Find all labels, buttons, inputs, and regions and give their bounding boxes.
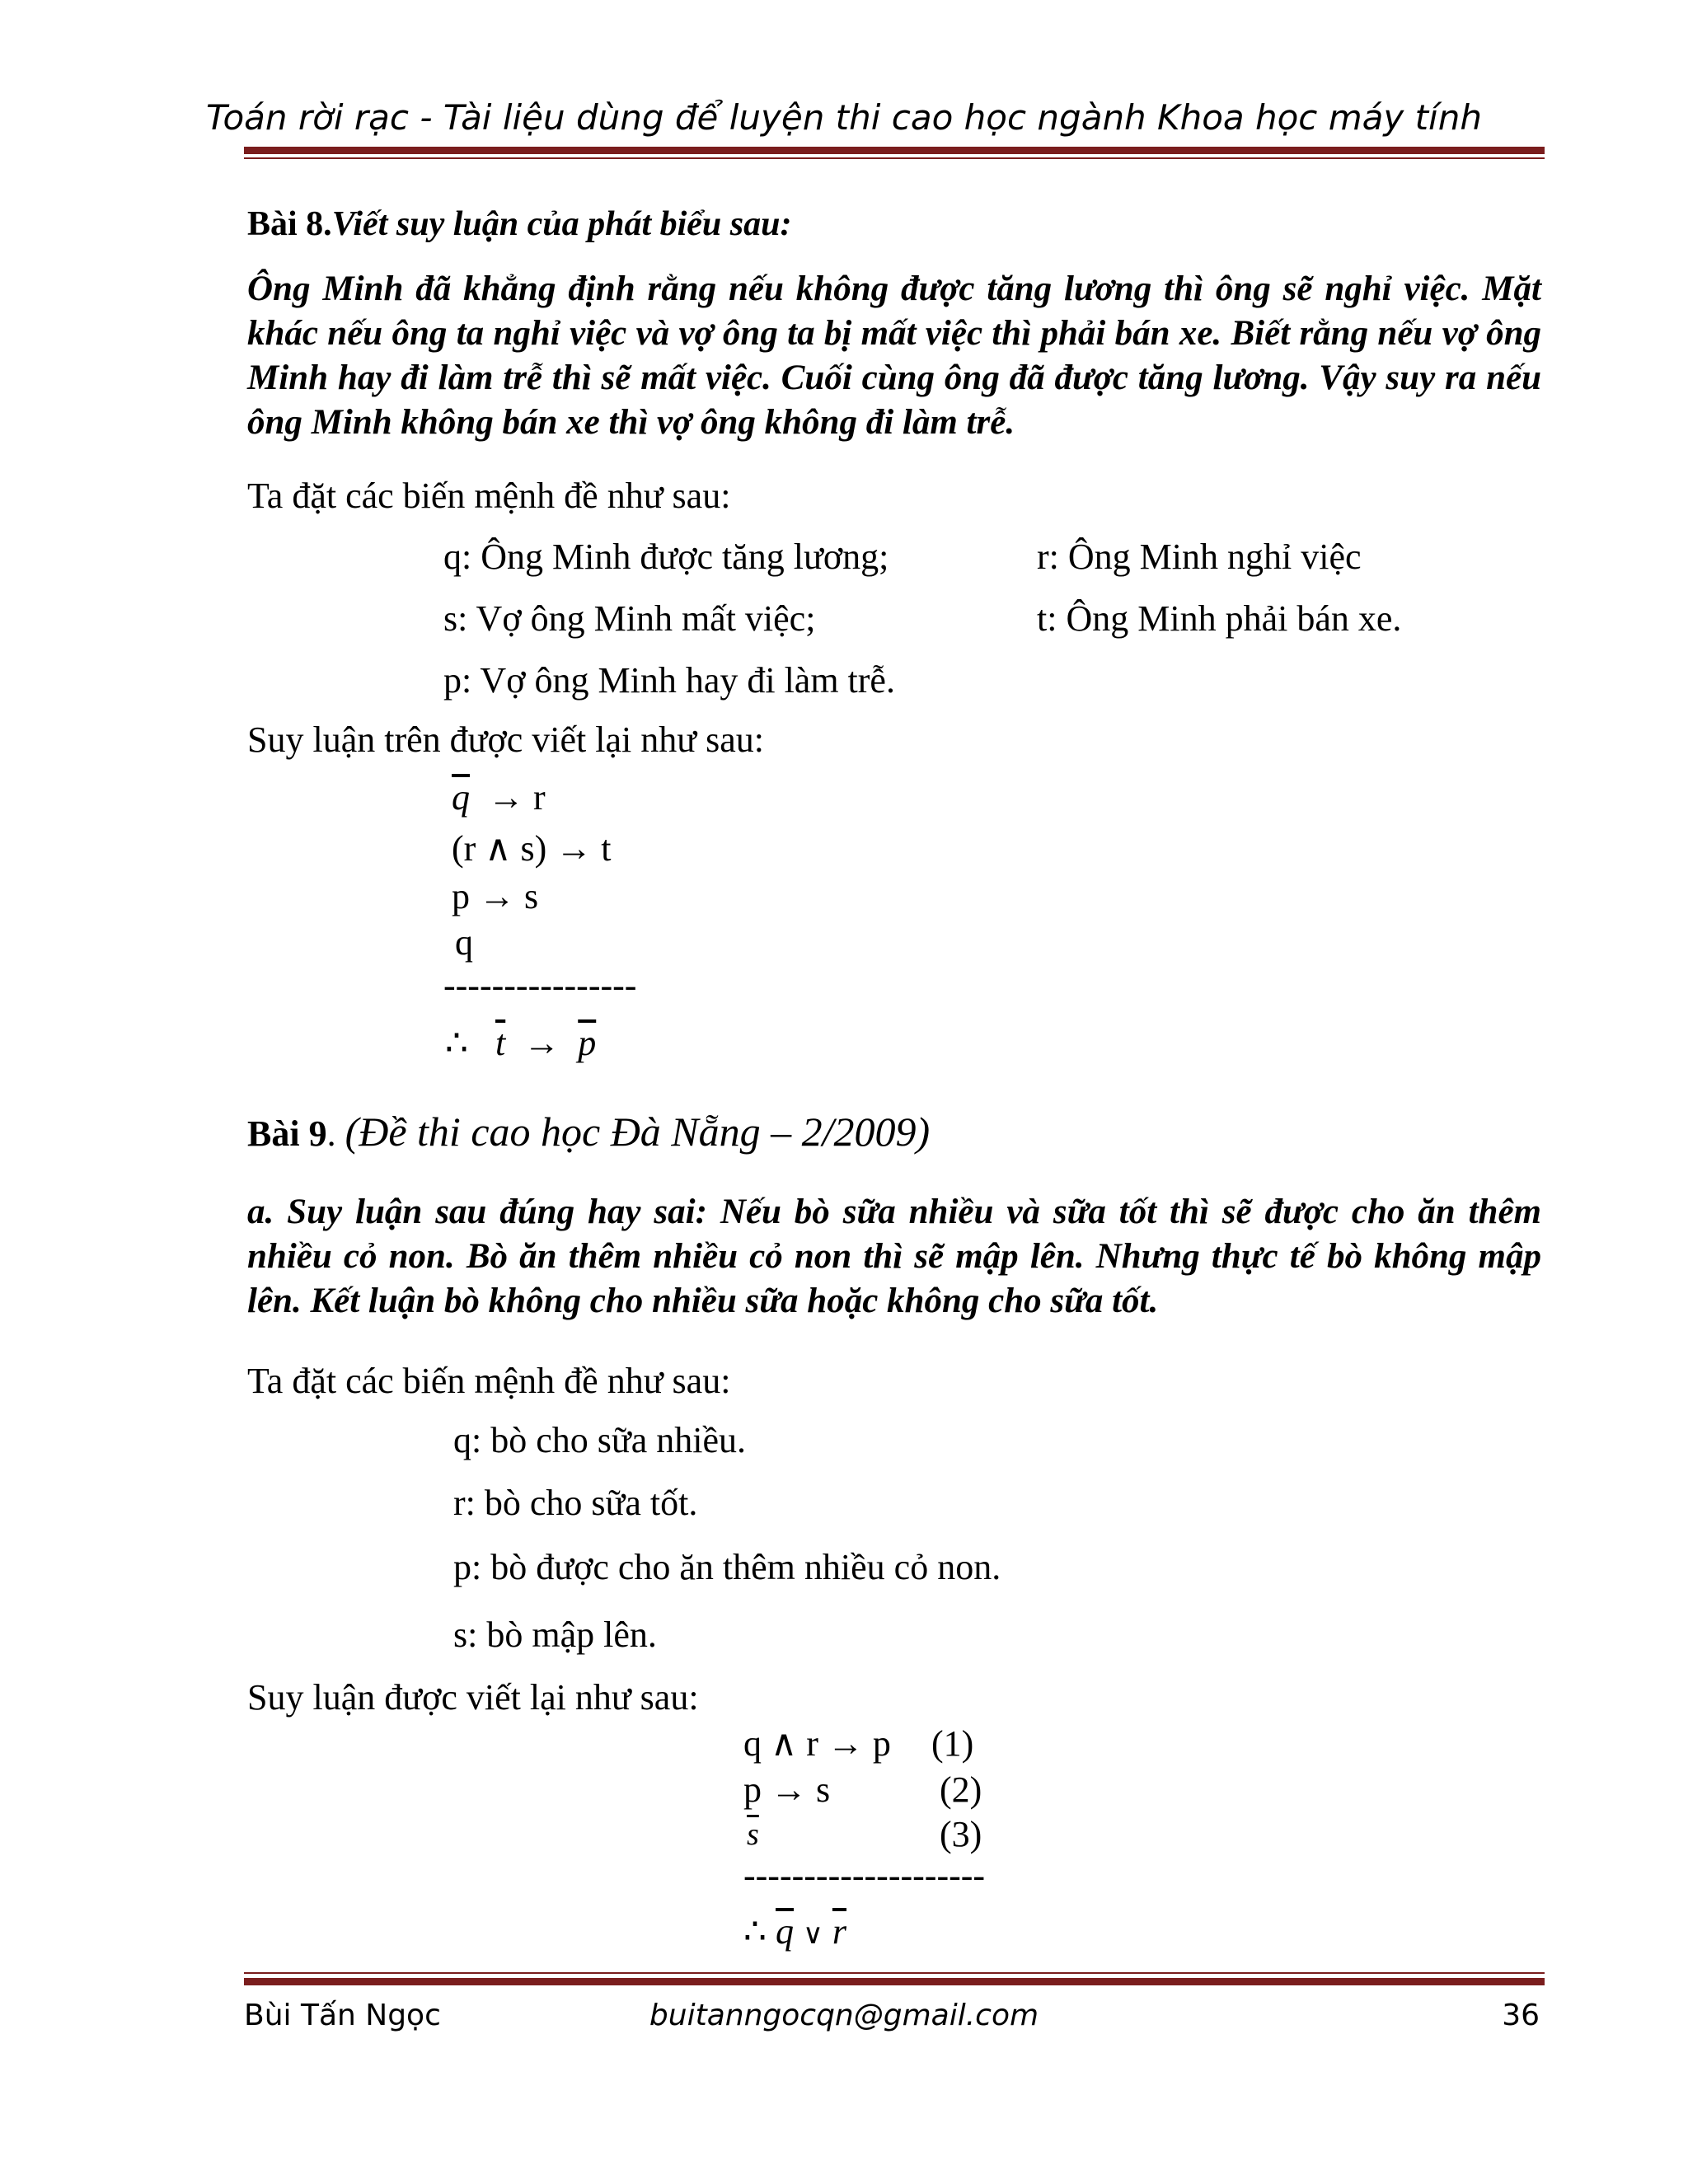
bai9-separator: -------------------- [743, 1855, 986, 1896]
bai9-premise-3 [747, 1816, 759, 1853]
bai8-premise-1-var: $\overline{q}$ [452, 777, 470, 818]
footer-rule-thick [244, 1978, 1545, 1985]
footer-author: Bùi Tấn Ngọc [244, 1999, 441, 2032]
bai9-label: Bài 9 [247, 1113, 327, 1154]
bai9-conclusion-op: ∨ [803, 1919, 823, 1950]
bai8-var-p: p: Vợ ông Minh hay đi làm trễ. [443, 660, 895, 701]
bai9-premise-1: q ∧ r → p [743, 1723, 891, 1764]
bai8-var-q: q: Ông Minh được tăng lương; [443, 537, 889, 577]
footer-rule-thin [244, 1972, 1545, 1974]
bai8-premise-4: q [455, 922, 473, 963]
bai8-separator: ---------------- [443, 965, 637, 1005]
bai8-var-t: t: Ông Minh phải bán xe. [1037, 598, 1402, 639]
bai9-conclusion [743, 1910, 846, 1952]
bai8-conclusion-left: $\overline{t}$ [495, 1023, 506, 1063]
bai9-premise-3-var: $\overline{s}$ [747, 1817, 759, 1852]
bai9-source: (Đề thi cao học Đà Nẵng – 2/2009) [345, 1108, 931, 1155]
bai8-conclusion-right: $\overline{p}$ [578, 1023, 597, 1063]
bai8-label: Bài 8. [247, 205, 332, 243]
bai8-intro: Ta đặt các biến mệnh đề như sau: [247, 476, 731, 516]
bai8-conclusion [445, 1022, 596, 1064]
bai9-conclusion-left: $\overline{q}$ [776, 1911, 794, 1952]
bai9-var-s: s: bò mập lên. [453, 1615, 657, 1655]
bai8-var-s: s: Vợ ông Minh mất việc; [443, 598, 816, 639]
bai9-rewrite: Suy luận được viết lại như sau: [247, 1677, 699, 1718]
bai8-premise-1-rest: → r [488, 777, 546, 818]
bai8-var-r: r: Ông Minh nghỉ việc [1037, 537, 1362, 577]
bai8-title: Viết suy luận của phát biểu sau: [331, 205, 792, 243]
bai9-var-p: p: bò được cho ăn thêm nhiều cỏ non. [453, 1547, 1001, 1587]
bai8-rewrite: Suy luận trên được viết lại như sau: [247, 719, 764, 760]
footer-page-number: 36 [1502, 1999, 1540, 2032]
bai9-premise-2: p → s [743, 1769, 831, 1810]
header-rule-thick [244, 147, 1545, 154]
bai9-premise-3-number: (3) [940, 1814, 982, 1854]
therefore-symbol: ∴ [445, 1023, 468, 1063]
bai8-heading [247, 204, 791, 244]
bai9-premise-1-number: (1) [931, 1723, 974, 1764]
bai8-premise-2: (r ∧ s) → t [452, 828, 612, 869]
footer-email: buitanngocqn@gmail.com [649, 1999, 1039, 2032]
bai8-conclusion-arrow: → [523, 1023, 560, 1063]
bai9-premise-2-number: (2) [940, 1769, 982, 1810]
bai9-var-q: q: bò cho sữa nhiều. [453, 1420, 747, 1460]
bai8-problem: Ông Minh đã khẳng định rằng nếu không được tăng lương thì ông sẽ nghỉ việc. Mặt khác nếu ông ta nghỉ việc và vợ ông ta bị mất việc thì phải bán xe. Biết rằng nếu vợ ông Minh hay đi làm trễ thì sẽ mất việc. Cuối cùng ông đã được tăng lương. Vậy suy ra nếu ông Minh không bán xe thì vợ ông không đi làm trễ. [247, 269, 1541, 442]
therefore-symbol: ∴ [743, 1911, 767, 1952]
bai8-premise-1 [452, 776, 546, 818]
bai8-premise-3: p → s [452, 876, 539, 916]
bai9-intro: Ta đặt các biến mệnh đề như sau: [247, 1361, 731, 1401]
header-rule-thin [244, 157, 1545, 159]
bai9-conclusion-right: $\overline{r}$ [832, 1911, 847, 1952]
bai9-problem: a. Suy luận sau đúng hay sai: Nếu bò sữa nhiều và sữa tốt thì sẽ được cho ăn thêm nhiều cỏ non. Bò ăn thêm nhiều cỏ non thì sẽ mập lên. Nhưng thực tế bò không mập lên. Kết luận bò không cho nhiều sữa hoặc không cho sữa tốt. [247, 1193, 1541, 1320]
bai9-heading: Bài 9. (Đề thi cao học Đà Nẵng – 2/2009) [247, 1108, 931, 1155]
page-header-title: Toán rời rạc - Tài liệu dùng để luyện thi cao học ngành Khoa học máy tính [206, 97, 1482, 138]
bai9-var-r: r: bò cho sữa tốt. [453, 1483, 698, 1523]
